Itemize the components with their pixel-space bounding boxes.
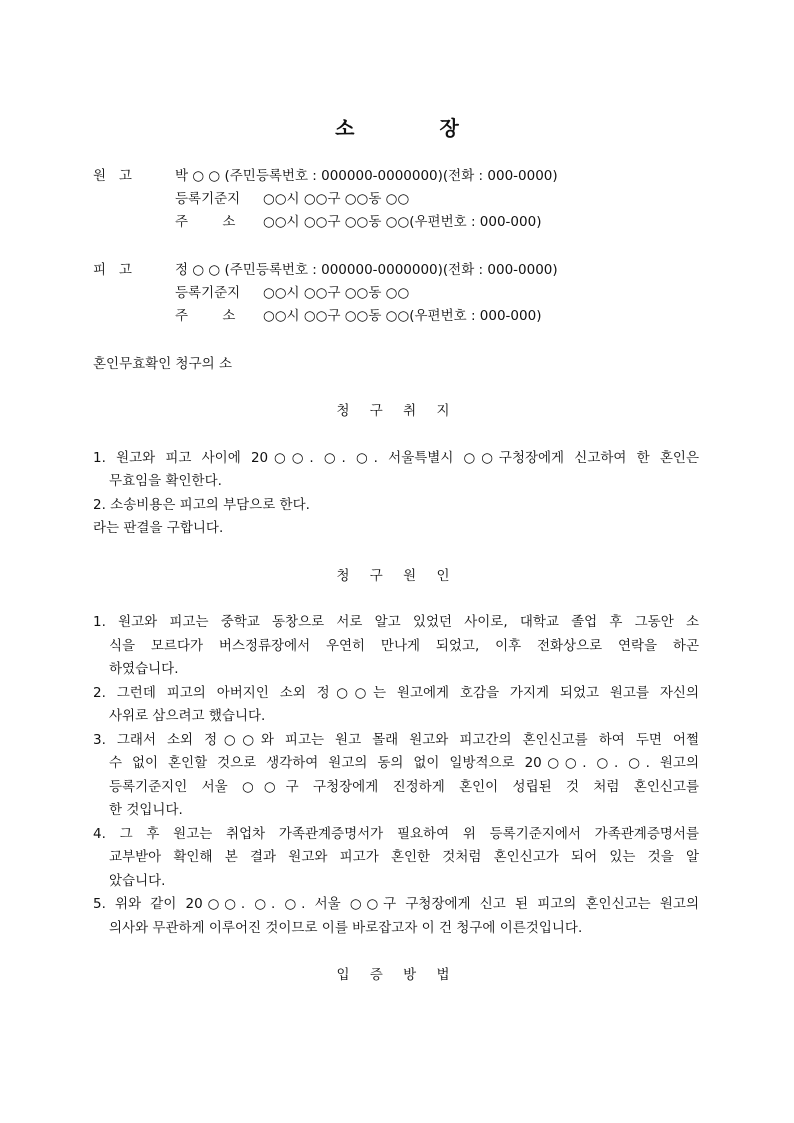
case-title: 혼인무효확인 청구의 소 bbox=[93, 356, 232, 372]
defendant-role: 피 고 bbox=[93, 262, 132, 278]
claim-item-1-cont: 무효임을 확인한다. bbox=[109, 473, 222, 489]
cause-line: 의사와 무관하게 이루어진 것이므로 이를 바로잡고자 이 건 청구에 이른것입니다. bbox=[109, 920, 583, 936]
defendant-addr-value: ○○시 ○○구 ○○동 ○○(우편번호 : 000-000) bbox=[263, 308, 542, 324]
claim-conclusion: 라는 판결을 구합니다. bbox=[93, 520, 224, 536]
claim-item-1: 1. 원고와 피고 사이에 20○○. ○. ○. 서울특별시 ○○구청장에게 신고하여 한 혼인은 bbox=[93, 450, 699, 466]
cause-line: 사위로 삼으려고 했습니다. bbox=[109, 708, 266, 724]
plaintiff-addr-label: 주 소 bbox=[175, 214, 236, 230]
cause-line: 2. 그런데 피고의 아버지인 소외 정○○는 원고에게 호감을 가지게 되었고 원고를 자신의 bbox=[93, 685, 699, 701]
defendant-addr-label: 주 소 bbox=[175, 308, 236, 324]
cause-line: 5. 위와 같이 20○○. ○. ○. 서울 ○○구 구청장에게 신고 된 피고의 혼인신고는 원고의 bbox=[93, 896, 699, 912]
title-char-1: 소 bbox=[335, 116, 355, 140]
cause-line: 수 없이 혼인할 것으로 생각하여 원고의 동의 없이 일방적으로 20○○. ○. ○. 원고의 bbox=[109, 755, 699, 771]
cause-line: 4. 그 후 원고는 취업차 가족관계증명서가 필요하여 위 등록기준지에서 가족관계증명서를 bbox=[93, 826, 699, 842]
claim-heading: 청 구 취 지 bbox=[336, 403, 458, 419]
plaintiff-reg-label: 등록기준지 bbox=[175, 191, 241, 207]
claim-item-2: 2. 소송비용은 피고의 부담으로 한다. bbox=[93, 497, 310, 513]
cause-line: 았습니다. bbox=[109, 873, 166, 889]
cause-line: 교부받아 확인해 본 결과 원고와 피고가 혼인한 것처럼 혼인신고가 되어 있는 것을 알 bbox=[109, 849, 699, 865]
cause-line: 한 것입니다. bbox=[109, 802, 183, 818]
plaintiff-addr-value: ○○시 ○○구 ○○동 ○○(우편번호 : 000-000) bbox=[263, 214, 542, 230]
evidence-heading: 입 증 방 법 bbox=[336, 967, 458, 983]
defendant-name-line: 정 ○ ○ (주민등록번호 : 000000-0000000)(전화 : 000-0000) bbox=[175, 262, 558, 278]
defendant-reg-value: ○○시 ○○구 ○○동 ○○ bbox=[263, 285, 410, 301]
defendant-reg-label: 등록기준지 bbox=[175, 285, 241, 301]
cause-line: 등록기준지인 서울 ○○구 구청장에게 진정하게 혼인이 성립된 것 처럼 혼인신고를 bbox=[109, 779, 699, 795]
title-char-2: 장 bbox=[439, 116, 459, 140]
cause-line: 3. 그래서 소외 정○○와 피고는 원고 몰래 원고와 피고간의 혼인신고를 하여 두면 어쩔 bbox=[93, 732, 699, 748]
plaintiff-role: 원 고 bbox=[93, 168, 132, 184]
document-title bbox=[0, 112, 794, 141]
plaintiff-name-line: 박 ○ ○ (주민등록번호 : 000000-0000000)(전화 : 000-0000) bbox=[175, 168, 558, 184]
cause-line: 1. 원고와 피고는 중학교 동창으로 서로 알고 있었던 사이로, 대학교 졸업 후 그동안 소 bbox=[93, 614, 699, 630]
cause-line: 식을 모르다가 버스정류장에서 우연히 만나게 되었고, 이후 전화상으로 연락을 하곤 bbox=[109, 638, 699, 654]
plaintiff-reg-value: ○○시 ○○구 ○○동 ○○ bbox=[263, 191, 410, 207]
cause-heading: 청 구 원 인 bbox=[336, 568, 458, 584]
cause-line: 하였습니다. bbox=[109, 661, 179, 677]
